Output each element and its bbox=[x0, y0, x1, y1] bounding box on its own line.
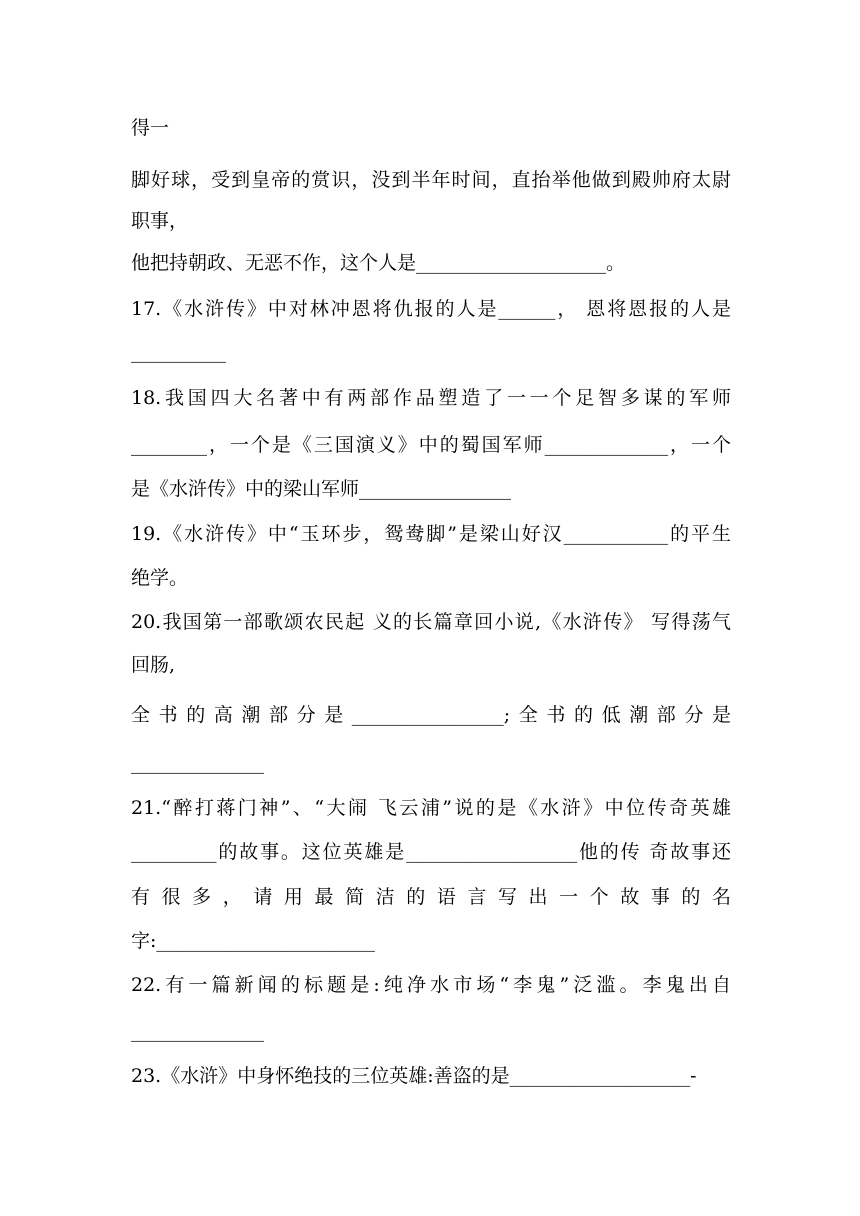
text-line: 得一 bbox=[131, 117, 170, 139]
text-line: 绝学。 bbox=[131, 567, 189, 589]
text-line: 字:_______________________ bbox=[131, 930, 375, 952]
text-line: 是《水浒传》中的梁山军师________________ bbox=[131, 478, 512, 500]
text-line: 职事， bbox=[131, 210, 189, 232]
text-line: 回肠, bbox=[131, 654, 176, 676]
text-line: ______________ bbox=[131, 1020, 264, 1042]
text-line: 他把持朝政、无恶不作，这个人是____________________。 bbox=[131, 252, 626, 274]
text-line: __________ bbox=[131, 341, 226, 363]
text-line: ________，一个是《三国演义》中的蜀国军师_____________，一个 bbox=[131, 434, 731, 456]
question-20: 20.我国第一部歌颂农民起 义的长篇章回小说,《水浒传》 写得荡气 bbox=[131, 611, 731, 633]
question-18: 18.我国四大名著中有两部作品塑造了一一个足智多谋的军师 bbox=[131, 387, 731, 409]
question-22: 22.有一篇新闻的标题是:纯净水市场“李鬼”泛滥。李鬼出自 bbox=[131, 974, 731, 996]
question-19: 19.《水浒传》中“玉环步，鸳鸯脚”是梁山好汉___________的平生 bbox=[131, 523, 731, 545]
text-line: 全书的高潮部分是________________;全书的低潮部分是 bbox=[131, 704, 731, 726]
question-21: 21.“醉打蒋门神”、“大闹 飞云浦”说的是《水浒》中位传奇英雄 bbox=[131, 797, 731, 819]
question-17: 17.《水浒传》中对林冲恩将仇报的人是______， 恩将恩报的人是 bbox=[131, 298, 731, 320]
text-line: ______________ bbox=[131, 752, 264, 774]
text-line: _________的故事。这位英雄是__________________他的传 奇故事还 bbox=[131, 841, 731, 863]
text-line: 脚好球，受到皇帝的赏识，没到半年时间，直抬举他做到殿帅府太尉 bbox=[131, 169, 731, 191]
question-23: 23.《水浒》中身怀绝技的三位英雄:善盗的是___________________- bbox=[131, 1065, 697, 1087]
text-line: 有很多，请用最简洁的语言写出一个故事的名 bbox=[131, 886, 731, 908]
